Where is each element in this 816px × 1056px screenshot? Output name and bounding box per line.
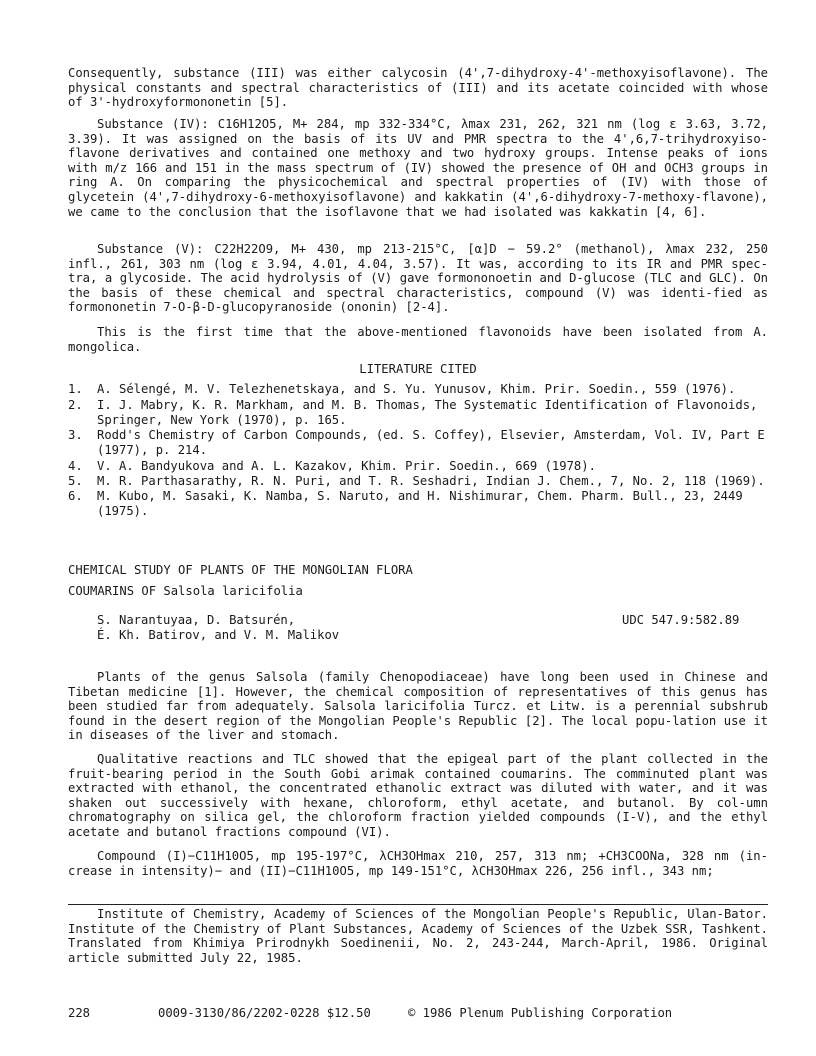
reference-number: 5. (68, 474, 83, 488)
literature-cited-heading: LITERATURE CITED (359, 362, 477, 376)
paragraph-conclusion: This is the first time that the above-mentioned flavonoids have been isolated from A. mongolica. (68, 325, 768, 354)
reference-number: 1. (68, 382, 83, 396)
issn-price-code: 0009-3130/86/2202-0228 $12.50 (158, 1006, 371, 1020)
reference-item (68, 382, 768, 397)
reference-item (68, 474, 768, 489)
reference-text: I. J. Mabry, K. R. Markham, and M. B. Thomas, The Systematic Identification of Flavonoids, Springer, New York (1970), p. 165. (97, 398, 758, 427)
paragraph-salsola-intro: Plants of the genus Salsola (family Chenopodiaceae) have long been used in Chinese and Tibetan medicine [1]. However, the chemical composition of representatives of this genus has been studied far from adequately. Salsola laricifolia Turcz. et Litw. is a perennial subshrub found in the desert region of the Mongolian People's Republic [2]. The local popu-lation use it in diseases of the liver and stomach. (68, 670, 768, 743)
authors-line-2: É. Kh. Batirov, and V. M. Malikov (97, 628, 340, 642)
copyright-notice: © 1986 Plenum Publishing Corporation (408, 1006, 673, 1020)
authors-line-1: S. Narantuyaa, D. Batsurén, (97, 613, 296, 627)
reference-text: V. A. Bandyukova and A. L. Kazakov, Khim. Prir. Soedin., 669 (1978). (97, 459, 596, 473)
paragraph-calycosin: Consequently, substance (III) was either calycosin (4',7-dihydroxy-4'-methoxyisoflavone). The physical constants and spectral characteristics of (III) and its acetate coincided with whose of 3'-hydroxyformononetin [5]. (68, 66, 768, 110)
reference-number: 2. (68, 398, 83, 412)
reference-item (68, 428, 768, 457)
reference-text: A. Sélengé, M. V. Telezhenetskaya, and S. Yu. Yunusov, Khim. Prir. Soedin., 559 (1976). (97, 382, 736, 396)
paragraph-extraction: Qualitative reactions and TLC showed that the epigeal part of the plant collected in the fruit-bearing period in the South Gobi arimak contained coumarins. The comminuted plant was extracted with ethanol, the concentrated ethanolic extract was diluted with water, and it was shaken out successively with hexane, chloroform, ethyl acetate, and butanol. By col-umn chromatography on silica gel, the chloroform fraction yielded compounds (I-V), and the ethyl acetate and butanol fractions compound (VI). (68, 752, 768, 839)
udc-code: UDC 547.9:582.89 (622, 613, 740, 627)
reference-item (68, 398, 768, 427)
paragraph-substance-iv: Substance (IV): C16H12O5, M+ 284, mp 332-334°C, λmax 231, 262, 321 nm (log ε 3.63, 3.72, 3.39). It was assigned on the basis of its UV and PMR spectra to the 4',6,7-trihydroxyiso-flavone derivatives and contained one methoxy and two hydroxy groups. Intense peaks of ions with m/z 166 and 151 in the mass spectrum of (IV) showed the presence of OH and OCH3 groups in ring A. On comparing the physicochemical and spectral properties of (IV) with those of glycetein (4',7-dihydroxy-6-methoxyisoflavone) and kakkatin (4',6-dihydroxy-7-methoxy-flavone), we came to the conclusion that the isoflavone that we had isolated was kakkatin [4, 6]. (68, 117, 768, 219)
article-title: COUMARINS OF Salsola laricifolia (68, 584, 303, 598)
reference-text: M. Kubo, M. Sasaki, K. Namba, S. Naruto, and H. Nishimurar, Chem. Pharm. Bull., 23, 2449 (1975). (97, 489, 743, 518)
reference-number: 4. (68, 459, 83, 473)
reference-number: 6. (68, 489, 83, 503)
reference-number: 3. (68, 428, 83, 442)
reference-text: M. R. Parthasarathy, R. N. Puri, and T. R. Seshadri, Indian J. Chem., 7, No. 2, 118 (1969). (97, 474, 765, 488)
reference-item (68, 489, 768, 518)
footnote-affiliations: Institute of Chemistry, Academy of Sciences of the Mongolian People's Republic, Ulan-Bator. Institute of the Chemistry of Plant Substances, Academy of Sciences of the Uzbek SSR, Tashkent. Translated from Khimiya Prirodnykh Soedinenii, No. 2, 243-244, March-April, 1986. Original article submitted July 22, 1985. (68, 907, 768, 965)
reference-item (68, 459, 768, 474)
paragraph-compounds: Compound (I)−C11H10O5, mp 195-197°C, λCH3OHmax 210, 257, 313 nm; +CH3COONa, 328 nm (in-crease in intensity)− and (II)−C11H10O5, mp 149-151°C, λCH3OHmax 226, 256 infl., 343 nm; (68, 849, 768, 878)
page-number: 228 (68, 1006, 91, 1020)
series-title: CHEMICAL STUDY OF PLANTS OF THE MONGOLIAN FLORA (68, 563, 413, 577)
reference-text: Rodd's Chemistry of Carbon Compounds, (ed. S. Coffey), Elsevier, Amsterdam, Vol. IV, Part E (1977), p. 214. (97, 428, 765, 457)
footnote-divider (68, 904, 768, 905)
paragraph-substance-v: Substance (V): C22H22O9, M+ 430, mp 213-215°C, [α]D − 59.2° (methanol), λmax 232, 250 infl., 261, 303 nm (log ε 3.94, 4.01, 4.04, 3.57). It was, according to its IR and PMR spec-tra, a glycoside. The acid hydrolysis of (V) gave formononoetin and D-glucose (TLC and GLC). On the basis of these chemical and spectral characteristics, compound (V) was identi-fied as formononetin 7-O-β-D-glucopyranoside (ononin) [2-4]. (68, 242, 768, 315)
